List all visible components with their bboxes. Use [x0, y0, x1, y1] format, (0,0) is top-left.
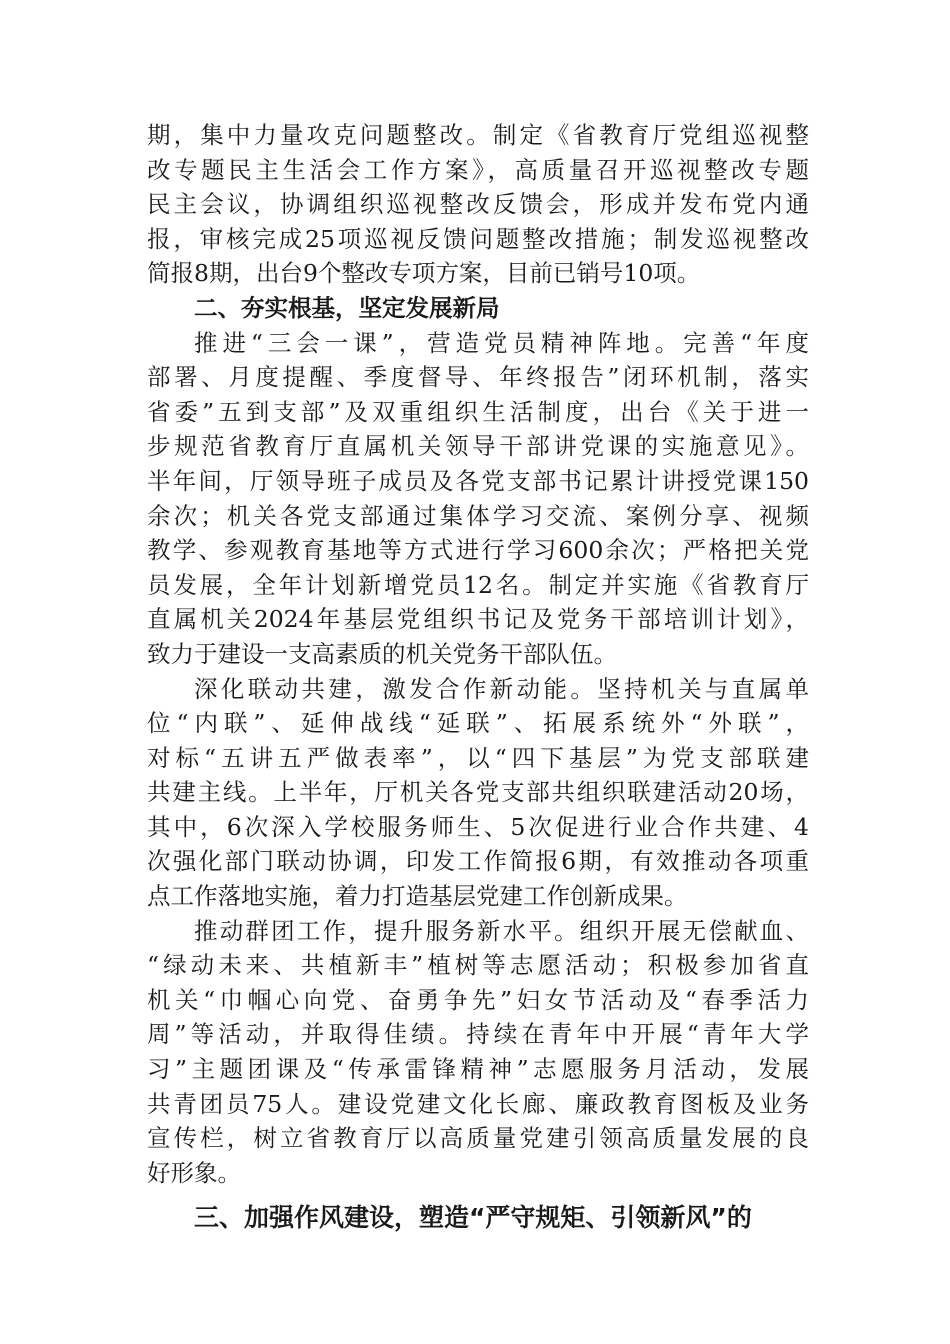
- paragraph-line: 点工作落地实施，着力打造基层党建工作创新成果。: [147, 882, 688, 911]
- paragraph-line: 习”主题团课及“传承雷锋精神”志愿服务月活动，发展: [147, 1055, 809, 1084]
- paragraph-line: 部署、月度提醒、季度督导、年终报告”闭环机制，落实: [147, 363, 809, 392]
- paragraph-line: 共建主线。上半年，厅机关各党支部共组织联建活动20场，: [147, 778, 809, 807]
- paragraph-line: 省委”五到支部”及双重组织生活制度，出台《关于进一: [147, 397, 809, 426]
- paragraph-line: 推动群团工作，提升服务新水平。组织开展无偿献血、: [194, 916, 809, 945]
- paragraph-line: 周”等活动，并取得佳绩。持续在青年中开展“青年大学: [147, 1020, 809, 1049]
- document-body: [147, 118, 809, 1240]
- paragraph-line: “绿动未来、共植新丰”植树等志愿活动；积极参加省直: [147, 951, 809, 980]
- paragraph-line: 好形象。: [147, 1158, 241, 1187]
- paragraph-line: 民主会议，协调组织巡视整改反馈会，形成并发布党内通: [147, 190, 809, 219]
- paragraph-line: 半年间，厅领导班子成员及各党支部书记累计讲授党课150: [147, 466, 809, 495]
- paragraph-line: 宣传栏，树立省教育厅以高质量党建引领高质量发展的良: [147, 1124, 809, 1153]
- paragraph-line: 深化联动共建，激发合作新动能。坚持机关与直属单: [194, 674, 809, 703]
- paragraph-line: 其中，6次深入学校服务师生、5次促进行业合作共建、4: [147, 812, 809, 841]
- paragraph-line: 简报8期，出台9个整改专项方案，目前已销号10项。: [147, 259, 701, 288]
- paragraph-line: 推进“三会一课”，营造党员精神阵地。完善“年度: [194, 328, 809, 357]
- paragraph-line: 共青团员75人。建设党建文化长廊、廉政教育图板及业务: [147, 1089, 809, 1118]
- paragraph-line: 直属机关2024年基层党组织书记及党务干部培训计划》，: [147, 605, 809, 634]
- paragraph-line: 教学、参观教育基地等方式进行学习600余次；严格把关党: [147, 536, 809, 565]
- paragraph-line: 报，审核完成25项巡视反馈问题整改措施；制发巡视整改: [147, 224, 809, 253]
- section-heading: 三、加强作风建设，塑造“严守规矩、引领新风”的: [194, 1203, 752, 1233]
- paragraph-line: 机关“巾帼心向党、奋勇争先”妇女节活动及“春季活力: [147, 985, 809, 1014]
- paragraph-line: 次强化部门联动协调，印发工作简报6期，有效推动各项重: [147, 847, 809, 876]
- section-heading: 二、夯实根基，坚定发展新局: [194, 293, 500, 322]
- paragraph-line: 致力于建设一支高素质的机关党务干部队伍。: [147, 639, 617, 668]
- paragraph-line: 期，集中力量攻克问题整改。制定《省教育厅党组巡视整: [147, 121, 809, 149]
- paragraph-line: 员发展，全年计划新增党员12名。制定并实施《省教育厅: [147, 570, 809, 599]
- paragraph-line: 步规范省教育厅直属机关领导干部讲党课的实施意见》。: [147, 432, 809, 461]
- paragraph-line: 对标“五讲五严做表率”，以“四下基层”为党支部联建: [147, 743, 809, 772]
- paragraph-line: 位“内联”、延伸战线“延联”、拓展系统外“外联”，: [147, 709, 809, 738]
- paragraph-line: 余次；机关各党支部通过集体学习交流、案例分享、视频: [147, 501, 809, 530]
- paragraph-line: 改专题民主生活会工作方案》，高质量召开巡视整改专题: [147, 155, 809, 184]
